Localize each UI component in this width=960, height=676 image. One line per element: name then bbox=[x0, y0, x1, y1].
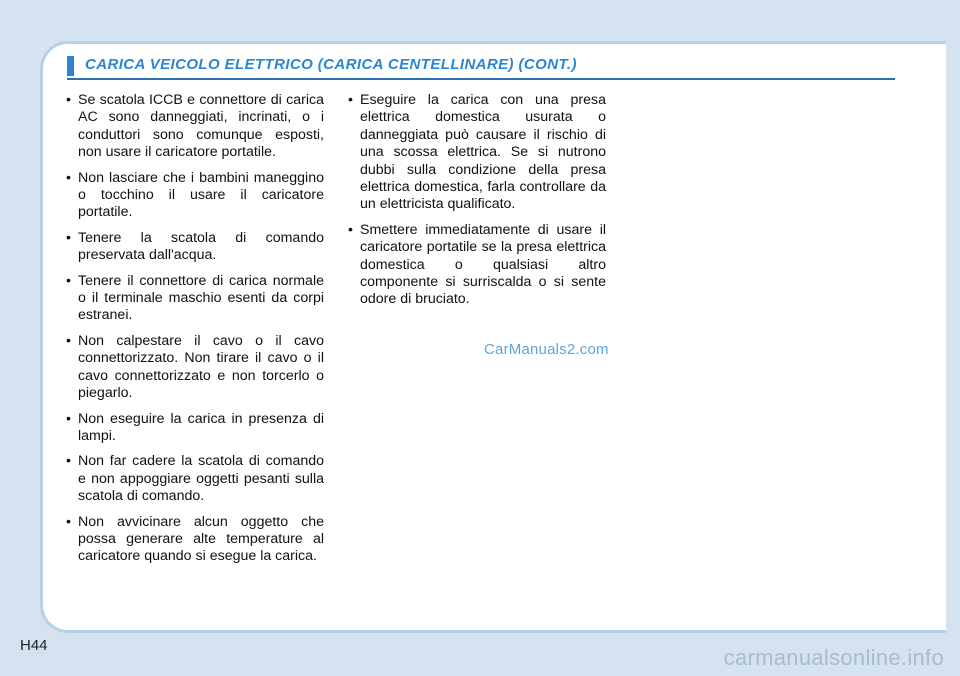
bullet: • bbox=[66, 92, 71, 108]
bullet: • bbox=[348, 221, 353, 238]
list-item bbox=[68, 170, 324, 222]
list-item-text: Tenere la scatola di comando preservata dall'acqua. bbox=[78, 229, 324, 264]
list-item bbox=[68, 273, 324, 325]
list-item bbox=[350, 222, 606, 309]
list-item bbox=[68, 230, 324, 265]
list-item bbox=[68, 92, 324, 162]
list-item bbox=[350, 92, 606, 214]
bullet: • bbox=[348, 92, 353, 108]
list-item-text: Tenere il connettore di carica normale o il terminale maschio esenti da corpi estranei. bbox=[78, 272, 324, 324]
list-item bbox=[68, 411, 324, 446]
bullet: • bbox=[66, 410, 71, 427]
list-item-text: Non calpestare il cavo o il cavo connettorizzato. Non tirare il cavo o il cavo connettorizzato e non torcerlo o piegarlo. bbox=[78, 332, 324, 402]
bullet: • bbox=[66, 169, 71, 186]
section-header bbox=[67, 56, 895, 80]
list-item bbox=[68, 453, 324, 505]
bullet: • bbox=[66, 513, 71, 530]
bullet: • bbox=[66, 332, 71, 349]
watermark-link[interactable]: CarManuals2.com bbox=[484, 341, 609, 358]
list-item-text: Non avvicinare alcun oggetto che possa generare alte temperature al caricatore quando si esegue la carica. bbox=[78, 513, 324, 565]
list-item-text: Non far cadere la scatola di comando e non appoggiare oggetti pesanti sulla scatola di comando. bbox=[78, 453, 324, 505]
list-item-text: Se scatola ICCB e connettore di carica AC sono danneggiati, incrinati, o i conduttori sono comunque esposti, non usare il caricatore portatile. bbox=[78, 92, 324, 161]
bullet: • bbox=[66, 453, 71, 470]
list-item-text: Non eseguire la carica in presenza di lampi. bbox=[78, 410, 324, 444]
list-item-text: Non lasciare che i bambini maneggino o tocchino il usare il caricatore portatile. bbox=[78, 169, 324, 221]
watermark-footer[interactable]: carmanualsonline.info bbox=[723, 645, 944, 670]
left-column bbox=[68, 92, 324, 574]
list-item-text: Smettere immediatamente di usare il caricatore portatile se la presa elettrica domestica o qualsiasi altro componente si surriscalda o si sente odore di bruciato. bbox=[360, 221, 606, 308]
right-column bbox=[350, 92, 606, 317]
page-number: H44 bbox=[20, 637, 48, 654]
list-item bbox=[68, 514, 324, 566]
header-accent-mark bbox=[67, 56, 74, 76]
list-item bbox=[68, 333, 324, 403]
bullet: • bbox=[66, 229, 71, 246]
list-item-text: Eseguire la carica con una presa elettrica domestica usurata o danneggiata può causare il rischio di una scossa elettrica. Se si nutrono dubbi sulla condizione della presa elettrica domestica, farla controllare da un elettricista qualificato. bbox=[360, 92, 606, 213]
section-title: CARICA VEICOLO ELETTRICO (CARICA CENTELLINARE) (CONT.) bbox=[85, 56, 577, 73]
bullet: • bbox=[66, 272, 71, 289]
